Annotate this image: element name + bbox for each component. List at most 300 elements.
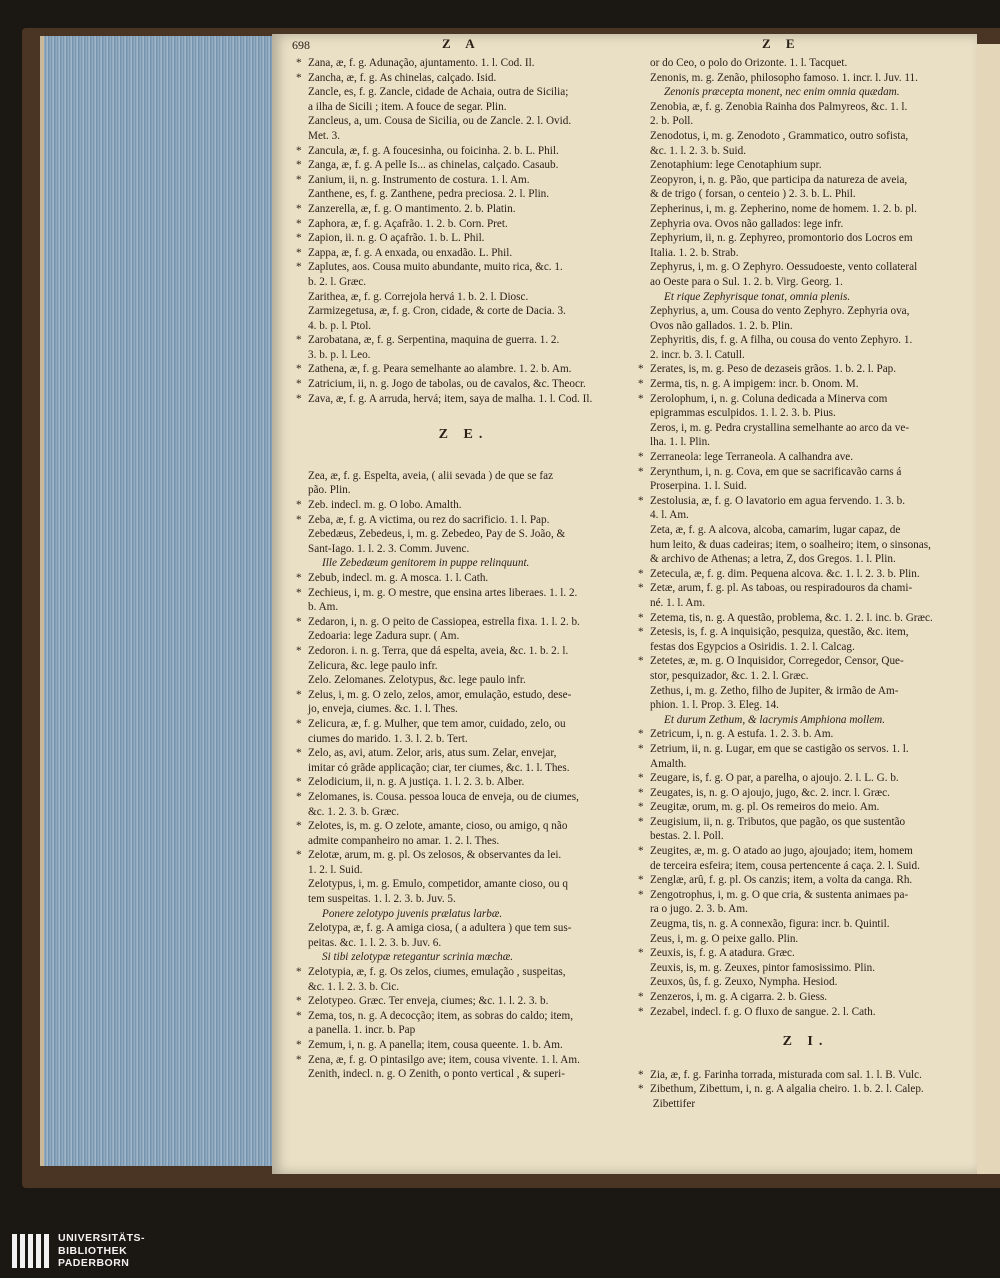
asterisk-mark: * [638, 874, 644, 887]
dictionary-entry-line [296, 834, 631, 849]
entry-text: Zeugisium, ii, n. g. Tributos, que pagão, os que sustentão [650, 815, 906, 828]
asterisk-mark: * [296, 1053, 302, 1066]
entry-text: &c. 1. l. 2. 3. b. Suid. [650, 144, 747, 157]
entry-text: Zeugitæ, orum, m. g. pl. Os remeiros do meio. Am. [650, 801, 880, 814]
asterisk-mark: * [296, 688, 302, 701]
dictionary-entry-line [638, 698, 973, 713]
dictionary-entry-line [638, 319, 973, 334]
asterisk-mark: * [638, 845, 644, 858]
entry-text: lha. 1. l. Plin. [650, 436, 710, 449]
dictionary-entry-line [638, 625, 973, 640]
entry-text: Zedoron. i. n. g. Terra, que dá espelta, aveia, &c. 1. b. 2. l. [308, 644, 569, 657]
asterisk-mark: * [296, 849, 302, 862]
dictionary-entry-line [638, 1005, 973, 1020]
entry-text: Zechieus, i, m. g. O mestre, que ensina artes liberaes. 1. l. 2. [308, 586, 578, 599]
entry-text: Zeros, i, m. g. Pedra crystallina semelhante ao arco da ve- [650, 421, 910, 434]
asterisk-mark: * [296, 57, 302, 69]
dictionary-entry-line [296, 586, 631, 601]
entry-text: Zepherinus, i, m. g. Zepherino, nome de homem. 1. 2. b. pl. [650, 202, 917, 215]
asterisk-mark: * [638, 801, 644, 814]
asterisk-mark: * [296, 717, 302, 730]
entry-text: &c. 1. l. 2. 3. b. Cic. [308, 980, 400, 993]
asterisk-mark: * [296, 246, 302, 259]
entry-text: Zestolusia, æ, f. g. O lavatorio em agua fervendo. 1. 3. b. [650, 494, 906, 507]
entry-text: Zephyrius, a, um. Cousa do vento Zephyro. Zephyria ova, [650, 305, 910, 318]
dictionary-entry-line [638, 552, 973, 567]
dictionary-entry-line [296, 348, 631, 363]
dictionary-entry-line [296, 877, 631, 892]
dictionary-entry-line [638, 114, 973, 129]
entry-text: Zea, æ, f. g. Espelta, aveia, ( alii sevada ) de que se faz [308, 469, 554, 482]
entry-text: jo, enveja, ciumes. &c. 1. l. Thes. [308, 703, 458, 716]
dictionary-page [272, 34, 977, 1174]
dictionary-entry-line [638, 742, 973, 757]
dictionary-entry-line [296, 746, 631, 761]
dictionary-entry-line [296, 246, 631, 261]
dictionary-entry-line [296, 717, 631, 732]
entry-text: 1. 2. l. Suid. [308, 863, 363, 876]
entry-text: Zelotypia, æ, f. g. Os zelos, ciumes, emulação , suspeitas, [308, 966, 566, 979]
asterisk-mark: * [296, 261, 302, 274]
entry-text: Zarithea, æ, f. g. Correjola hervá 1. b. 2. l. Diosc. [308, 290, 529, 303]
dictionary-entry-line [296, 483, 631, 498]
entry-text: festas dos Egypcios a Osiridis. 1. 2. l. Calcag. [650, 640, 855, 653]
entry-text: 4. l. Am. [650, 509, 689, 522]
dictionary-entry-line [296, 892, 631, 907]
entry-text: Ovos não gallados. 1. 2. b. Plin. [650, 319, 793, 332]
entry-text: Zeta, æ, f. g. A alcova, alcoba, camarim, lugar capaz, de [650, 524, 901, 536]
entry-text: & de trigo ( forsan, o centeio ) 2. 3. b. L. Phil. [650, 188, 856, 201]
next-page-edge [977, 44, 1000, 1174]
entry-text: Zanzerella, æ, f. g. O mantimento. 2. b. Platin. [308, 202, 516, 215]
entry-text: Zanthene, es, f. g. Zanthene, pedra preciosa. 2. l. Plin. [308, 188, 550, 201]
dictionary-entry-line [296, 275, 631, 290]
quotation-line: Ille Zebedæum genitorem in puppe relinquunt. [322, 557, 530, 570]
entry-text: Zeugma, tis, n. g. A connexão, figura: incr. b. Quintil. [650, 918, 890, 931]
entry-text: Zelotypus, i, m. g. Emulo, competidor, amante cioso, ou q [308, 878, 568, 891]
entry-text: Zancha, æ, f. g. As chinelas, calçado. Isid. [308, 71, 497, 84]
left-entries-block-1 [296, 56, 631, 406]
dictionary-entry-line [296, 702, 631, 717]
dictionary-entry-line [296, 333, 631, 348]
entry-text: 2. incr. b. 3. l. Catull. [650, 348, 745, 361]
dictionary-entry-line [296, 542, 631, 557]
entry-text: Zephyrus, i, m. g. O Zephyro. Oessudoeste, vento collateral [650, 261, 918, 274]
entry-text: Zebedæus, Zebedeus, i, m. g. Zebedeo, Pay de S. João, & [308, 528, 566, 541]
asterisk-mark: * [638, 1083, 644, 1096]
dictionary-entry-line [638, 902, 973, 917]
entry-text: 2. b. Poll. [650, 115, 694, 128]
entry-text: Zava, æ, f. g. A arruda, hervá; item, saya de malha. 1. l. Cod. Il. [308, 392, 593, 405]
asterisk-mark: * [296, 173, 302, 186]
asterisk-mark: * [296, 966, 302, 979]
dictionary-entry-line [638, 158, 973, 173]
entry-text: Zerma, tis, n. g. A impigem: incr. b. Onom. M. [650, 378, 859, 391]
quotation-line: Ponere zelotypo juvenis prælatus larbæ. [322, 907, 503, 920]
asterisk-mark: * [296, 1009, 302, 1022]
entry-text: Zetricum, i, n. g. A estufa. 1. 2. 3. b. Am. [650, 728, 834, 741]
entry-text: tem suspeitas. 1. l. 2. 3. b. Juv. 5. [308, 893, 456, 906]
page-number: 698 [292, 38, 310, 52]
asterisk-mark: * [296, 392, 302, 405]
entry-text: Zetæ, arum, f. g. pl. As taboas, ou respiradouros da chami- [650, 582, 913, 595]
asterisk-mark: * [296, 586, 302, 599]
dictionary-entry-line [296, 469, 631, 484]
dictionary-entry-line [638, 596, 973, 611]
entry-text: Zerates, is, m. g. Peso de dezaseis grãos. 1. b. 2. l. Pap. [650, 363, 897, 376]
entry-text: b. 2. l. Græc. [308, 275, 367, 288]
dictionary-entry-line [296, 600, 631, 615]
asterisk-mark: * [296, 790, 302, 803]
dictionary-entry-line [296, 936, 631, 951]
asterisk-mark: * [638, 1068, 644, 1081]
dictionary-entry-line [296, 114, 631, 129]
dictionary-entry-line [638, 377, 973, 392]
entry-text: Zancula, æ, f. g. A foucesinha, ou foicinha. 2. b. L. Phil. [308, 144, 559, 157]
entry-text: hum leito, & duas cadeiras; item, o soalheiro; item, o sinsonas, [650, 538, 931, 551]
entry-text: Zephyritis, dis, f. g. A filha, ou cousa do vento Zephyro. 1. [650, 334, 913, 347]
dictionary-entry-line [638, 392, 973, 407]
entry-text: Zeugates, is, n. g. O ajoujo, jugo, &c. 2. incr. l. Græc. [650, 786, 890, 799]
dictionary-entry-line [638, 465, 973, 480]
entry-text: Zeb. indecl. m. g. O lobo. Amalth. [308, 499, 462, 512]
dictionary-entry-line [296, 231, 631, 246]
dictionary-entry-line [638, 362, 973, 377]
dictionary-entry-line [296, 863, 631, 878]
entry-text: Zelo. Zelomanes. Zelotypus, &c. lege paulo infr. [308, 674, 526, 687]
dictionary-entry-line [296, 362, 631, 377]
entry-text: Zema, tos, n. g. A decocção; item, as sobras do caldo; item, [308, 1009, 574, 1022]
entry-text: Zanga, æ, f. g. A pelle Is... as chinelas, calçado. Casaub. [308, 159, 559, 172]
entry-text: pão. Plin. [308, 484, 351, 497]
library-name-line2: BIBLIOTHEK [58, 1244, 128, 1257]
entry-text: Zappa, æ, f. g. A enxada, ou enxadão. L. Phil. [308, 246, 513, 259]
entry-text: Zelodicium, ii, n. g. A justiça. 1. l. 2. 3. b. Alber. [308, 776, 525, 789]
library-footer [0, 1228, 1000, 1278]
entry-text: Zetetes, æ, m. g. O Inquisidor, Corregedor, Censor, Que- [650, 655, 904, 668]
dictionary-entry-line [638, 508, 973, 523]
entry-text: Zelicura, æ, f. g. Mulher, que tem amor, cuidado, zelo, ou [308, 717, 566, 730]
quotation-line: Zenonis præcepta monent, nec enim omnia quædam. [664, 86, 900, 99]
asterisk-mark: * [638, 888, 644, 901]
dictionary-entry-line [296, 71, 631, 86]
entry-text: Zephyrium, ii, n. g. Zephyreo, promontorio dos Locros em [650, 232, 913, 245]
entry-text: Zerolophum, i, n. g. Coluna dedicada a Minerva com [650, 392, 888, 405]
entry-text: 4. b. p. l. Ptol. [308, 319, 372, 332]
dictionary-entry-line [638, 202, 973, 217]
dictionary-entry-line [638, 129, 973, 144]
right-column [638, 56, 973, 1112]
dictionary-entry-line [638, 275, 973, 290]
entry-text: Zarmizegetusa, æ, f. g. Cron, cidade, & corte de Dacia. 3. [308, 305, 566, 318]
entry-text: Zathena, æ, f. g. Peara semelhante ao alambre. 1. 2. b. Am. [308, 363, 572, 376]
dictionary-entry-line [638, 260, 973, 275]
entry-text: Zezabel, indecl. f. g. O fluxo de sangue. 2. l. Cath. [650, 1005, 876, 1018]
asterisk-mark: * [638, 494, 644, 507]
dictionary-entry-line [296, 187, 631, 202]
entry-text: Zenobia, æ, f. g. Zenobia Rainha dos Palmyreos, &c. 1. l. [650, 100, 908, 113]
entry-text: phion. 1. l. Prop. 3. Eleg. 14. [650, 699, 779, 712]
dictionary-entry-line [638, 406, 973, 421]
dictionary-entry-line [638, 494, 973, 509]
entry-text: Zeugare, is, f. g. O par, a parelha, o ajoujo. 2. l. L. G. b. [650, 772, 899, 785]
quotation-line: Et durum Zethum, & lacrymis Amphiona mollem. [664, 713, 886, 726]
entry-text: ao Oeste para o Sul. 1. 2. b. Virg. Georg. 1. [650, 275, 843, 288]
dictionary-entry-line [296, 217, 631, 232]
asterisk-mark: * [296, 747, 302, 760]
entry-text: Zanium, ii, n. g. Instrumento de costura. 1. l. Am. [308, 173, 530, 186]
quotation-line: Et rique Zephyrisque tonat, omnia plenis. [664, 290, 851, 303]
entry-text: Zelomanes, is. Cousa. pessoa louca de enveja, ou de ciumes, [308, 790, 579, 803]
dictionary-entry-line [296, 775, 631, 790]
entry-text: Zibethum, Zibettum, i, n. g. A algalia cheiro. 1. b. 2. l. Calep. [650, 1083, 924, 1096]
dictionary-entry-line [638, 829, 973, 844]
dictionary-entry-line [296, 571, 631, 586]
entry-text: Zelotypeo. Græc. Ter enveja, ciumes; &c. 1. l. 2. 3. b. [308, 995, 549, 1008]
dictionary-entry-line [296, 980, 631, 995]
right-entries-block-1 [638, 56, 973, 1019]
asterisk-mark: * [296, 572, 302, 584]
entry-text: b. Am. [308, 601, 339, 614]
asterisk-mark: * [638, 465, 644, 478]
dictionary-entry-line [296, 129, 631, 144]
entry-text: Zetrium, ii, n. g. Lugar, em que se castigão os servos. 1. l. [650, 742, 909, 755]
entry-text: Zephyria ova. Ovos não gallados: lege infr. [650, 217, 844, 230]
dictionary-entry-line [296, 527, 631, 542]
quotation-line: Si tibi zelotypæ retegantur scrinia mœchæ. [322, 951, 514, 964]
entry-text: Zenzeros, i, m. g. A cigarra. 2. b. Giess. [650, 991, 828, 1003]
dictionary-entry-line [296, 688, 631, 703]
entry-text: Proserpina. 1. l. Suid. [650, 480, 747, 493]
dictionary-entry-line [638, 684, 973, 699]
dictionary-entry-line [638, 932, 973, 947]
entry-text: Zeuxos, ûs, f. g. Zeuxo, Nympha. Hesiod. [650, 976, 838, 989]
dictionary-entry-line [638, 450, 973, 465]
entry-text: ciumes do marido. 1. 3. l. 2. b. Tert. [308, 732, 468, 745]
dictionary-entry-line [296, 615, 631, 630]
dictionary-entry-line [638, 1082, 973, 1097]
dictionary-entry-line [296, 629, 631, 644]
dictionary-entry-line [638, 304, 973, 319]
dictionary-entry-line [638, 786, 973, 801]
dictionary-entry-line [296, 1009, 631, 1024]
entry-text: peitas. &c. 1. l. 2. 3. b. Juv. 6. [308, 936, 442, 949]
dictionary-entry-line [638, 654, 973, 669]
entry-text: de terceira esfeira; item, cousa pertencente á caça. 2. l. Suid. [650, 859, 920, 872]
asterisk-mark: * [638, 582, 644, 595]
entry-text: Zatricium, ii, n. g. Jogo de tabolas, ou de cavalos, &c. Theocr. [308, 378, 586, 391]
asterisk-mark: * [638, 451, 644, 464]
library-name [58, 1232, 145, 1270]
dictionary-entry-line [296, 644, 631, 659]
dictionary-entry-line [638, 669, 973, 684]
dictionary-entry-line [638, 800, 973, 815]
entry-text: Zeugites, æ, m. g. O atado ao jugo, ajoujado; item, homem [650, 845, 913, 858]
dictionary-entry-line [638, 1068, 973, 1083]
asterisk-mark: * [638, 626, 644, 639]
asterisk-mark: * [638, 991, 644, 1003]
asterisk-mark: * [296, 202, 302, 215]
dictionary-entry-line [296, 290, 631, 305]
dictionary-entry-line [296, 513, 631, 528]
dictionary-entry-line [296, 1053, 631, 1068]
entry-text: Zelus, i, m. g. O zelo, zelos, amor, emulação, estudo, dese- [308, 688, 572, 701]
entry-text: Zenotaphium: lege Cenotaphium supr. [650, 159, 822, 172]
entry-text: Zethus, i, m. g. Zetho, filho de Jupiter, & irmão de Am- [650, 684, 899, 697]
dictionary-entry-line [638, 611, 973, 626]
entry-text: Zelotæ, arum, m. g. pl. Os zelosos, & observantes da lei. [308, 849, 562, 862]
entry-text: a panella. 1. incr. b. Pap [308, 1024, 416, 1037]
entry-text: Zarobatana, æ, f. g. Serpentina, maquina de guerra. 1. 2. [308, 334, 560, 347]
dictionary-entry-line [638, 187, 973, 202]
dictionary-entry-line [296, 319, 631, 334]
asterisk-mark: * [296, 232, 302, 245]
dictionary-entry-line [296, 761, 631, 776]
dictionary-entry-line [638, 757, 973, 772]
entry-text: stor, pesquizador, &c. 1. 2. l. Græc. [650, 669, 809, 682]
dictionary-entry-line [638, 844, 973, 859]
dictionary-entry-line [638, 815, 973, 830]
asterisk-mark: * [638, 742, 644, 755]
entry-text: Met. 3. [308, 129, 341, 142]
dictionary-entry-line [296, 732, 631, 747]
dictionary-entry-line [296, 260, 631, 275]
dictionary-entry-line [638, 421, 973, 436]
entry-text: Zeus, i, m. g. O peixe gallo. Plin. [650, 932, 799, 945]
header-right: Z E [762, 36, 801, 51]
dictionary-entry-line [296, 965, 631, 980]
entry-text: Zeuxis, is, m. g. Zeuxes, pintor famosissimo. Plin. [650, 961, 875, 974]
dictionary-entry-line [296, 392, 631, 407]
asterisk-mark: * [296, 144, 302, 157]
dictionary-entry-line [296, 144, 631, 159]
section-heading-zi: Z I. [782, 1034, 829, 1050]
dictionary-entry-line [638, 961, 973, 976]
dictionary-entry-line [296, 377, 631, 392]
dictionary-entry-line [296, 85, 631, 100]
entry-text: Zengotrophus, i, m. g. O que cria, & sustenta animaes pa- [650, 888, 909, 901]
library-name-line3: PADERBORN [58, 1257, 130, 1269]
dictionary-entry-line [638, 990, 973, 1005]
entry-text: Zerraneola: lege Terraneola. A calhandra ave. [650, 451, 854, 464]
entry-text: Amalth. [650, 757, 687, 770]
asterisk-mark: * [638, 728, 644, 741]
dictionary-entry-line [296, 1023, 631, 1038]
dictionary-entry-line [296, 304, 631, 319]
asterisk-mark: * [638, 363, 644, 376]
entry-text: Zeba, æ, f. g. A victima, ou rez do sacrificio. 1. l. Pap. [308, 513, 550, 526]
dictionary-entry-line [296, 673, 631, 688]
entry-text: né. 1. l. Am. [650, 596, 706, 609]
asterisk-mark: * [638, 947, 644, 960]
dictionary-entry-line [296, 173, 631, 188]
entry-text: a ilha de Sicili ; item. A fouce de segar. Plin. [308, 100, 507, 113]
dictionary-entry-line [296, 848, 631, 863]
entry-text: Zenonis, m. g. Zenão, philosopho famoso. 1. incr. l. Juv. 11. [650, 71, 918, 84]
entry-text: Zaplutes, aos. Cousa muito abundante, muito rica, &c. 1. [308, 261, 563, 274]
asterisk-mark: * [296, 499, 302, 512]
entry-text: or do Ceo, o polo do Orizonte. 1. l. Tacquet. [650, 57, 848, 69]
asterisk-mark: * [638, 378, 644, 391]
dictionary-entry-line [296, 1038, 631, 1053]
asterisk-mark: * [638, 392, 644, 405]
entry-text: Zebub, indecl. m. g. A mosca. 1. l. Cath. [308, 572, 489, 584]
entry-text: Zenith, indecl. n. g. O Zenith, o ponto vertical , & superi- [308, 1068, 565, 1081]
dictionary-entry-line [296, 56, 631, 71]
dictionary-entry-line [296, 994, 631, 1009]
asterisk-mark: * [296, 776, 302, 789]
dictionary-entry-line [638, 71, 973, 86]
asterisk-mark: * [296, 995, 302, 1008]
dictionary-entry-line [638, 538, 973, 553]
dictionary-entry-line [638, 231, 973, 246]
entry-text: Zetecula, æ, f. g. dim. Pequena alcova. &c. 1. l. 2. 3. b. Plin. [650, 567, 920, 580]
dictionary-entry-line [296, 1067, 631, 1082]
asterisk-mark: * [638, 1005, 644, 1018]
asterisk-mark: * [296, 71, 302, 84]
dictionary-entry-line [638, 246, 973, 261]
dictionary-entry-line [638, 144, 973, 159]
asterisk-mark: * [638, 567, 644, 580]
entry-text: Zana, æ, f. g. Adunação, ajuntamento. 1. l. Cod. Il. [308, 57, 535, 69]
asterisk-mark: * [638, 815, 644, 828]
entry-text: Zaphora, æ, f. g. Açafrão. 1. 2. b. Corn. Pret. [308, 217, 508, 230]
dictionary-entry-line [638, 771, 973, 786]
dictionary-entry-line [638, 100, 973, 115]
dictionary-entry-line [296, 805, 631, 820]
asterisk-mark: * [638, 655, 644, 668]
entry-text: Zancle, es, f. g. Zancle, cidade de Achaia, outra de Sicilia; [308, 86, 569, 99]
dictionary-entry-line [638, 56, 973, 71]
asterisk-mark: * [296, 820, 302, 833]
dictionary-entry-line [638, 581, 973, 596]
entry-text: Zia, æ, f. g. Farinha torrada, misturada com sal. 1. l. B. Vulc. [650, 1068, 922, 1081]
entry-text: Italia. 1. 2. b. Strab. [650, 246, 739, 259]
library-name-line1: UNIVERSITÄTS- [58, 1232, 146, 1244]
dictionary-entry-line [638, 888, 973, 903]
entry-text: bestas. 2. l. Poll. [650, 830, 724, 843]
entry-text: Zetesis, is, f. g. A inquisição, pesquiza, questão, &c. item, [650, 626, 909, 639]
entry-text: Zerynthum, i, n. g. Cova, em que se sacrificavão carns á [650, 465, 902, 478]
dictionary-entry-line [638, 946, 973, 961]
dictionary-entry-line [638, 523, 973, 538]
dictionary-entry-line [638, 975, 973, 990]
entry-text: Zelo, as, avi, atum. Zelor, aris, atus sum. Zelar, envejar, [308, 747, 557, 760]
entry-text: Zelotypa, æ, f. g. A amiga ciosa, ( a adultera ) que tem sus- [308, 922, 572, 935]
dictionary-entry-line [296, 100, 631, 115]
section-heading-ze: Z E. [438, 427, 489, 443]
asterisk-mark: * [296, 644, 302, 657]
entry-text: Zibettifer [650, 1097, 696, 1110]
entry-text: Zena, æ, f. g. O pintasilgo ave; item, cousa vivente. 1. l. Am. [308, 1053, 580, 1066]
dictionary-entry-line [638, 917, 973, 932]
asterisk-mark: * [296, 615, 302, 628]
dictionary-entry-line [638, 1097, 973, 1112]
dictionary-entry-line [638, 173, 973, 188]
entry-text: Zemum, i, n. g. A panella; item, cousa queente. 1. b. Am. [308, 1039, 563, 1051]
dictionary-entry-line [296, 790, 631, 805]
dictionary-entry-line [296, 819, 631, 834]
entry-text: Zenodotus, i, m. g. Zenodoto , Grammatico, outro sofista, [650, 129, 909, 142]
asterisk-mark: * [638, 611, 644, 624]
asterisk-mark: * [296, 217, 302, 230]
entry-text: epigrammas esculpidos. 1. l. 2. 3. b. Pius. [650, 407, 836, 420]
dictionary-entry-line [296, 498, 631, 513]
entry-text: &c. 1. 2. 3. b. Græc. [308, 805, 400, 818]
dictionary-entry-line [638, 640, 973, 655]
entry-text: & archivo de Athenas; a letra, Z, dos Gregos. 1. l. Plin. [650, 553, 896, 566]
entry-text: Zedoaria: lege Zadura supr. ( Am. [308, 630, 460, 643]
